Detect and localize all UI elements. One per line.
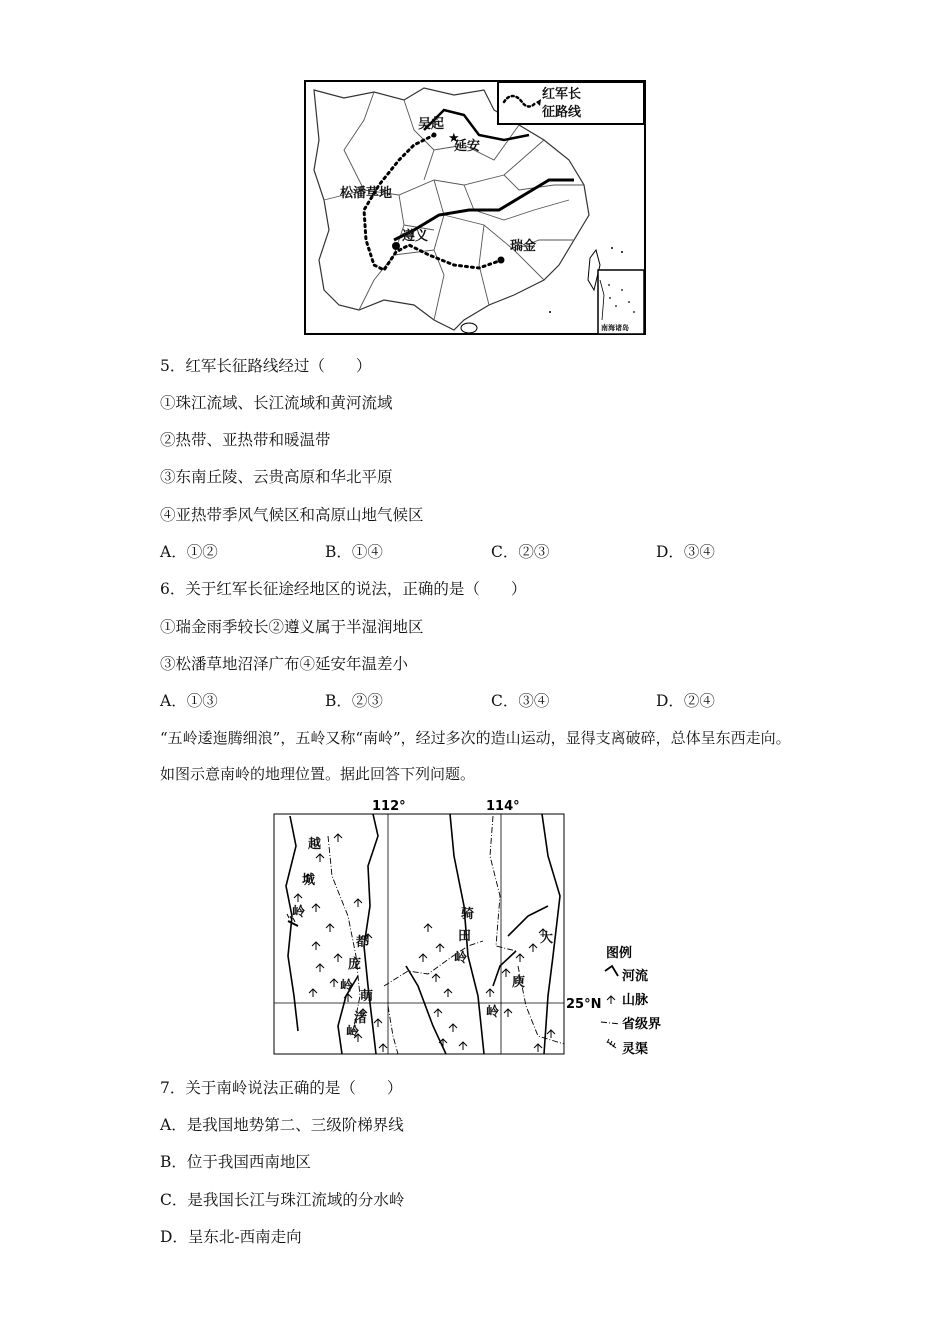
- place-songpan: 松潘草地: [340, 186, 393, 201]
- map1-legend-line1: 红军长: [542, 87, 582, 102]
- range-mengzhu-1: 萌: [360, 989, 374, 1004]
- place-zunyi: 遵义: [402, 229, 429, 244]
- range-yuecheng-1: 越: [308, 837, 322, 852]
- q5-option-d[interactable]: D．③④: [656, 543, 715, 561]
- legend-mountain: 山脉: [622, 993, 649, 1008]
- q6-option-a[interactable]: A．①③: [160, 692, 218, 710]
- q6-stem: 6．关于红军长征途经地区的说法，正确的是（ ）: [160, 580, 527, 598]
- range-dayu-1: 大: [540, 931, 554, 946]
- range-qitian-1: 骑: [461, 907, 475, 922]
- nanling-intro: “五岭逶迤腾细浪”，五岭又称“南岭”，经过多次的造山运动，显得支离破碎，总体呈东西走向。如图示意南岭的地理位置。据此回答下列问题。: [160, 729, 791, 783]
- q6-option-d[interactable]: D．②④: [656, 692, 715, 710]
- lat-25n-label: 25°N: [566, 997, 602, 1012]
- q5-option-a[interactable]: A．①②: [160, 543, 218, 561]
- long-march-map: [304, 80, 646, 335]
- range-dupang-1: 都: [356, 935, 370, 950]
- q5-item-4: ④亚热带季风气候区和高原山地气候区: [160, 506, 424, 524]
- q5-item-3: ③东南丘陵、云贵高原和华北平原: [160, 468, 393, 486]
- lon-112-label: 112°: [372, 799, 406, 814]
- q6-item-1: ①瑞金雨季较长②遵义属于半湿润地区: [160, 618, 424, 636]
- range-mengzhu-2: 渚: [354, 1011, 368, 1026]
- q5-option-b[interactable]: B．①④: [325, 543, 383, 561]
- q5-item-2: ②热带、亚热带和暖温带: [160, 431, 331, 449]
- range-qitian-3: 岭: [454, 951, 468, 966]
- range-dayu-2: 庾: [512, 975, 526, 990]
- q6-option-b[interactable]: B．②③: [325, 692, 383, 710]
- range-dayu-3: 岭: [486, 1005, 500, 1020]
- legend-canal: 灵渠: [622, 1042, 649, 1057]
- q7-option-c[interactable]: C．是我国长江与珠江流域的分水岭: [160, 1191, 405, 1209]
- q7-option-d[interactable]: D．呈东北-西南走向: [160, 1228, 302, 1246]
- legend-title: 图例: [606, 946, 633, 961]
- range-mengzhu-3: 岭: [346, 1025, 360, 1040]
- q5-option-c[interactable]: C．②③: [491, 543, 550, 561]
- q7-option-b[interactable]: B．位于我国西南地区: [160, 1153, 311, 1171]
- q5-item-1: ①珠江流域、长江流域和黄河流域: [160, 394, 393, 412]
- q5-stem: 5．红军长征路线经过（ ）: [160, 357, 372, 375]
- legend-border: 省级界: [622, 1017, 662, 1032]
- place-ruijin: 瑞金: [510, 239, 537, 254]
- q6-item-2: ③松潘草地沼泽广布④延安年温差小: [160, 655, 409, 673]
- svg-text:★: ★: [448, 131, 460, 146]
- map1-inset-label: 南海诸岛: [601, 324, 629, 332]
- range-yuecheng-3: 岭: [292, 905, 306, 920]
- map1-legend-line2: 征路线: [542, 105, 582, 120]
- range-qitian-2: 田: [458, 929, 472, 944]
- q7-option-a[interactable]: A．是我国地势第二、三级阶梯界线: [160, 1116, 404, 1134]
- place-yanan: 延安: [454, 139, 481, 154]
- range-dupang-3: 岭: [340, 979, 354, 994]
- q6-option-c[interactable]: C．③④: [491, 692, 550, 710]
- nanling-map: [268, 796, 688, 1060]
- lon-114-label: 114°: [486, 799, 520, 814]
- q7-stem: 7．关于南岭说法正确的是（ ）: [160, 1079, 403, 1097]
- legend-river: 河流: [622, 969, 649, 984]
- range-dupang-2: 庞: [348, 957, 362, 972]
- place-wuqi: 吴起: [418, 117, 445, 132]
- range-yuecheng-2: 城: [302, 873, 316, 888]
